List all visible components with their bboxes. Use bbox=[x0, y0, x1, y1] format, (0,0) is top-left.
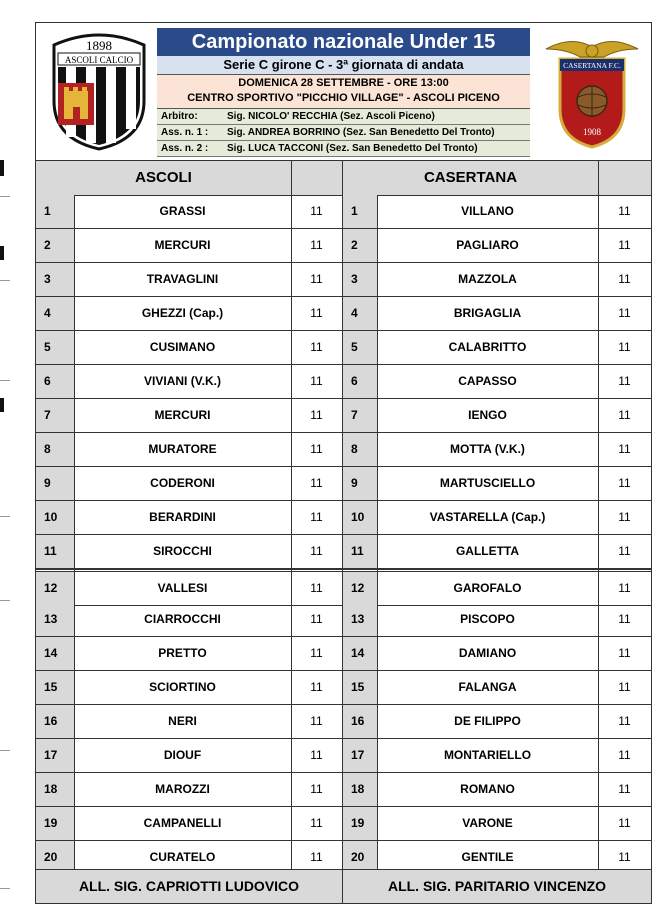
home-player-number: 16 bbox=[36, 705, 74, 738]
referee-row bbox=[157, 109, 530, 125]
away-player-name: BRIGAGLIA bbox=[453, 306, 522, 320]
home-player-name: CURATELO bbox=[149, 850, 216, 864]
player-row bbox=[36, 603, 651, 637]
home-player-number: 6 bbox=[36, 365, 74, 398]
away-player-value: 11 bbox=[618, 272, 631, 286]
away-player-number: 17 bbox=[343, 739, 377, 772]
home-player-number: 2 bbox=[36, 229, 74, 262]
home-player-value: 11 bbox=[310, 748, 323, 762]
home-player-value: 11 bbox=[310, 306, 323, 320]
player-row bbox=[36, 263, 651, 297]
home-player-value: 11 bbox=[310, 204, 323, 218]
away-player-number: 15 bbox=[343, 671, 377, 704]
page-edge-line bbox=[0, 750, 10, 751]
round-subtitle: Serie C girone C - 3ª giornata di andata bbox=[157, 56, 530, 75]
home-player-name: BERARDINI bbox=[149, 510, 216, 524]
away-coach: ALL. SIG. PARITARIO VINCENZO bbox=[343, 870, 651, 903]
home-player-name: SCIORTINO bbox=[149, 680, 216, 694]
away-player-value: 11 bbox=[618, 680, 631, 694]
player-row bbox=[36, 705, 651, 739]
home-player-value: 11 bbox=[310, 714, 323, 728]
away-player-name: GAROFALO bbox=[453, 581, 522, 595]
away-player-value: 11 bbox=[618, 442, 631, 456]
svg-text:ASCOLI CALCIO: ASCOLI CALCIO bbox=[64, 55, 134, 65]
away-player-number: 13 bbox=[343, 603, 377, 636]
grid-divider bbox=[291, 160, 292, 195]
home-player-number: 13 bbox=[36, 603, 74, 636]
away-player-name: MOTTA (V.K.) bbox=[450, 442, 525, 456]
player-row bbox=[36, 535, 651, 569]
player-row bbox=[36, 501, 651, 535]
assistant-2-row bbox=[157, 141, 530, 157]
player-row bbox=[36, 229, 651, 263]
away-player-number: 14 bbox=[343, 637, 377, 670]
away-player-number: 12 bbox=[343, 572, 377, 605]
away-player-value: 11 bbox=[618, 646, 631, 660]
away-player-name: CALABRITTO bbox=[448, 340, 527, 354]
away-player-name: CAPASSO bbox=[458, 374, 517, 388]
player-row bbox=[36, 637, 651, 671]
away-player-value: 11 bbox=[618, 748, 631, 762]
grid-divider bbox=[377, 195, 378, 875]
away-player-name: VASTARELLA (Cap.) bbox=[429, 510, 546, 524]
home-team-name: ASCOLI bbox=[135, 169, 192, 186]
home-player-name: MERCURI bbox=[154, 408, 211, 422]
home-player-value: 11 bbox=[310, 782, 323, 796]
home-player-number: 4 bbox=[36, 297, 74, 330]
grid-divider bbox=[342, 195, 343, 875]
home-player-name: GRASSI bbox=[159, 204, 206, 218]
match-sheet bbox=[35, 22, 652, 904]
away-player-value: 11 bbox=[618, 850, 631, 864]
away-player-name: GENTILE bbox=[461, 850, 514, 864]
home-player-name: VALLESI bbox=[157, 581, 208, 595]
home-player-value: 11 bbox=[310, 612, 323, 626]
away-player-name: GALLETTA bbox=[455, 544, 520, 558]
match-date: DOMENICA 28 SETTEMBRE - ORE 13:00 bbox=[238, 77, 449, 89]
home-player-number: 10 bbox=[36, 501, 74, 534]
home-player-name: GHEZZI (Cap.) bbox=[141, 306, 224, 320]
home-player-number: 17 bbox=[36, 739, 74, 772]
page-edge-mark bbox=[0, 398, 4, 412]
home-player-value: 11 bbox=[310, 510, 323, 524]
away-player-number: 7 bbox=[343, 399, 377, 432]
home-player-name: CAMPANELLI bbox=[143, 816, 222, 830]
away-player-number: 16 bbox=[343, 705, 377, 738]
official-name: Sig. NICOLO' RECCHIA (Sez. Ascoli Piceno) bbox=[227, 111, 435, 122]
home-player-name: MURATORE bbox=[148, 442, 217, 456]
player-row bbox=[36, 467, 651, 501]
away-player-value: 11 bbox=[618, 510, 631, 524]
away-player-number: 20 bbox=[343, 841, 377, 874]
home-player-number: 8 bbox=[36, 433, 74, 466]
home-player-value: 11 bbox=[310, 408, 323, 422]
away-player-name: MAZZOLA bbox=[458, 272, 517, 286]
home-coach: ALL. SIG. CAPRIOTTI LUDOVICO bbox=[36, 870, 342, 903]
away-player-name: PISCOPO bbox=[460, 612, 515, 626]
home-player-name: VIVIANI (V.K.) bbox=[144, 374, 221, 388]
home-player-name: CUSIMANO bbox=[149, 340, 216, 354]
away-player-number: 8 bbox=[343, 433, 377, 466]
home-player-number: 9 bbox=[36, 467, 74, 500]
grid-divider bbox=[342, 160, 343, 195]
player-row bbox=[36, 365, 651, 399]
home-player-value: 11 bbox=[310, 238, 323, 252]
home-player-value: 11 bbox=[310, 272, 323, 286]
championship-title: Campionato nazionale Under 15 bbox=[157, 28, 530, 56]
home-player-number: 5 bbox=[36, 331, 74, 364]
grid-divider bbox=[74, 195, 75, 875]
footer-divider bbox=[342, 870, 343, 903]
home-player-value: 11 bbox=[310, 374, 323, 388]
away-player-value: 11 bbox=[618, 374, 631, 388]
svg-text:1898: 1898 bbox=[86, 38, 112, 53]
home-player-number: 7 bbox=[36, 399, 74, 432]
date-venue-block bbox=[157, 75, 530, 109]
away-player-name: FALANGA bbox=[458, 680, 517, 694]
home-player-value: 11 bbox=[310, 476, 323, 490]
ascoli-logo bbox=[44, 31, 154, 151]
match-venue: CENTRO SPORTIVO "PICCHIO VILLAGE" - ASCOLI PICENO bbox=[187, 92, 500, 104]
away-player-number: 9 bbox=[343, 467, 377, 500]
svg-text:1908: 1908 bbox=[583, 127, 601, 137]
official-role: Arbitro: bbox=[161, 111, 198, 122]
player-row bbox=[36, 433, 651, 467]
page-edge-line bbox=[0, 380, 10, 381]
page-edge-line bbox=[0, 280, 10, 281]
player-row bbox=[36, 671, 651, 705]
away-player-name: VARONE bbox=[462, 816, 513, 830]
away-player-value: 11 bbox=[618, 816, 631, 830]
away-player-number: 4 bbox=[343, 297, 377, 330]
page-edge-line bbox=[0, 516, 10, 517]
away-player-value: 11 bbox=[618, 306, 631, 320]
away-player-number: 1 bbox=[343, 195, 377, 228]
home-player-value: 11 bbox=[310, 646, 323, 660]
home-player-number: 18 bbox=[36, 773, 74, 806]
official-name: Sig. ANDREA BORRINO (Sez. San Benedetto Del Tronto) bbox=[227, 127, 495, 138]
home-player-number: 15 bbox=[36, 671, 74, 704]
home-player-value: 11 bbox=[310, 581, 323, 595]
home-player-number: 14 bbox=[36, 637, 74, 670]
official-role: Ass. n. 1 : bbox=[161, 127, 209, 138]
casertana-logo bbox=[542, 31, 642, 151]
official-name: Sig. LUCA TACCONI (Sez. San Benedetto Del Tronto) bbox=[227, 143, 478, 154]
away-player-value: 11 bbox=[618, 204, 631, 218]
page-edge-mark bbox=[0, 160, 4, 176]
page-edge-mark bbox=[0, 246, 4, 260]
home-player-name: DIOUF bbox=[163, 748, 202, 762]
page-edge-line bbox=[0, 600, 10, 601]
away-player-name: MONTARIELLO bbox=[443, 748, 532, 762]
home-player-name: MERCURI bbox=[154, 238, 211, 252]
home-player-value: 11 bbox=[310, 850, 323, 864]
home-player-name: TRAVAGLINI bbox=[146, 272, 219, 286]
away-player-value: 11 bbox=[618, 476, 631, 490]
away-player-value: 11 bbox=[618, 581, 631, 595]
home-player-name: NERI bbox=[168, 714, 197, 728]
home-player-number: 19 bbox=[36, 807, 74, 840]
away-player-name: PAGLIARO bbox=[456, 238, 519, 252]
away-player-value: 11 bbox=[618, 714, 631, 728]
player-row bbox=[36, 399, 651, 433]
away-player-number: 19 bbox=[343, 807, 377, 840]
away-player-number: 11 bbox=[343, 535, 377, 568]
grid-divider bbox=[598, 160, 599, 195]
home-player-value: 11 bbox=[310, 340, 323, 354]
home-player-number: 12 bbox=[36, 572, 74, 605]
home-player-name: SIROCCHI bbox=[153, 544, 212, 558]
away-player-number: 6 bbox=[343, 365, 377, 398]
player-row bbox=[36, 331, 651, 365]
player-row bbox=[36, 807, 651, 841]
player-row bbox=[36, 297, 651, 331]
grid-divider bbox=[598, 195, 599, 875]
home-player-number: 20 bbox=[36, 841, 74, 874]
home-player-name: MAROZZI bbox=[155, 782, 210, 796]
player-row bbox=[36, 739, 651, 773]
home-player-value: 11 bbox=[310, 680, 323, 694]
away-player-number: 3 bbox=[343, 263, 377, 296]
away-player-name: MARTUSCIELLO bbox=[439, 476, 536, 490]
away-player-name: DAMIANO bbox=[458, 646, 517, 660]
away-player-number: 18 bbox=[343, 773, 377, 806]
svg-text:CASERTANA F.C.: CASERTANA F.C. bbox=[563, 61, 621, 70]
team-header-row bbox=[36, 160, 651, 196]
player-row bbox=[36, 195, 651, 229]
away-player-name: ROMANO bbox=[460, 782, 515, 796]
home-player-value: 11 bbox=[310, 816, 323, 830]
home-player-number: 1 bbox=[36, 195, 74, 228]
away-player-name: IENGO bbox=[468, 408, 507, 422]
away-player-value: 11 bbox=[618, 238, 631, 252]
away-player-value: 11 bbox=[618, 612, 631, 626]
home-player-number: 3 bbox=[36, 263, 74, 296]
away-player-value: 11 bbox=[618, 408, 631, 422]
away-player-number: 2 bbox=[343, 229, 377, 262]
away-player-name: VILLANO bbox=[461, 204, 514, 218]
home-player-name: CODERONI bbox=[150, 476, 215, 490]
grid-divider bbox=[291, 195, 292, 875]
away-player-name: DE FILIPPO bbox=[454, 714, 521, 728]
away-player-value: 11 bbox=[618, 340, 631, 354]
player-row bbox=[36, 773, 651, 807]
away-player-value: 11 bbox=[618, 782, 631, 796]
away-player-number: 10 bbox=[343, 501, 377, 534]
match-header bbox=[36, 23, 651, 159]
page-edge-line bbox=[0, 196, 10, 197]
away-player-value: 11 bbox=[618, 544, 631, 558]
page-edge-line bbox=[0, 888, 10, 889]
assistant-1-row bbox=[157, 125, 530, 141]
home-player-value: 11 bbox=[310, 442, 323, 456]
player-row bbox=[36, 569, 651, 606]
home-player-name: CIARROCCHI bbox=[144, 612, 221, 626]
footer-top-border bbox=[36, 869, 651, 870]
home-player-value: 11 bbox=[310, 544, 323, 558]
away-team-name: CASERTANA bbox=[423, 169, 518, 186]
home-player-name: PRETTO bbox=[158, 646, 207, 660]
away-player-number: 5 bbox=[343, 331, 377, 364]
home-player-number: 11 bbox=[36, 535, 74, 568]
official-role: Ass. n. 2 : bbox=[161, 143, 209, 154]
